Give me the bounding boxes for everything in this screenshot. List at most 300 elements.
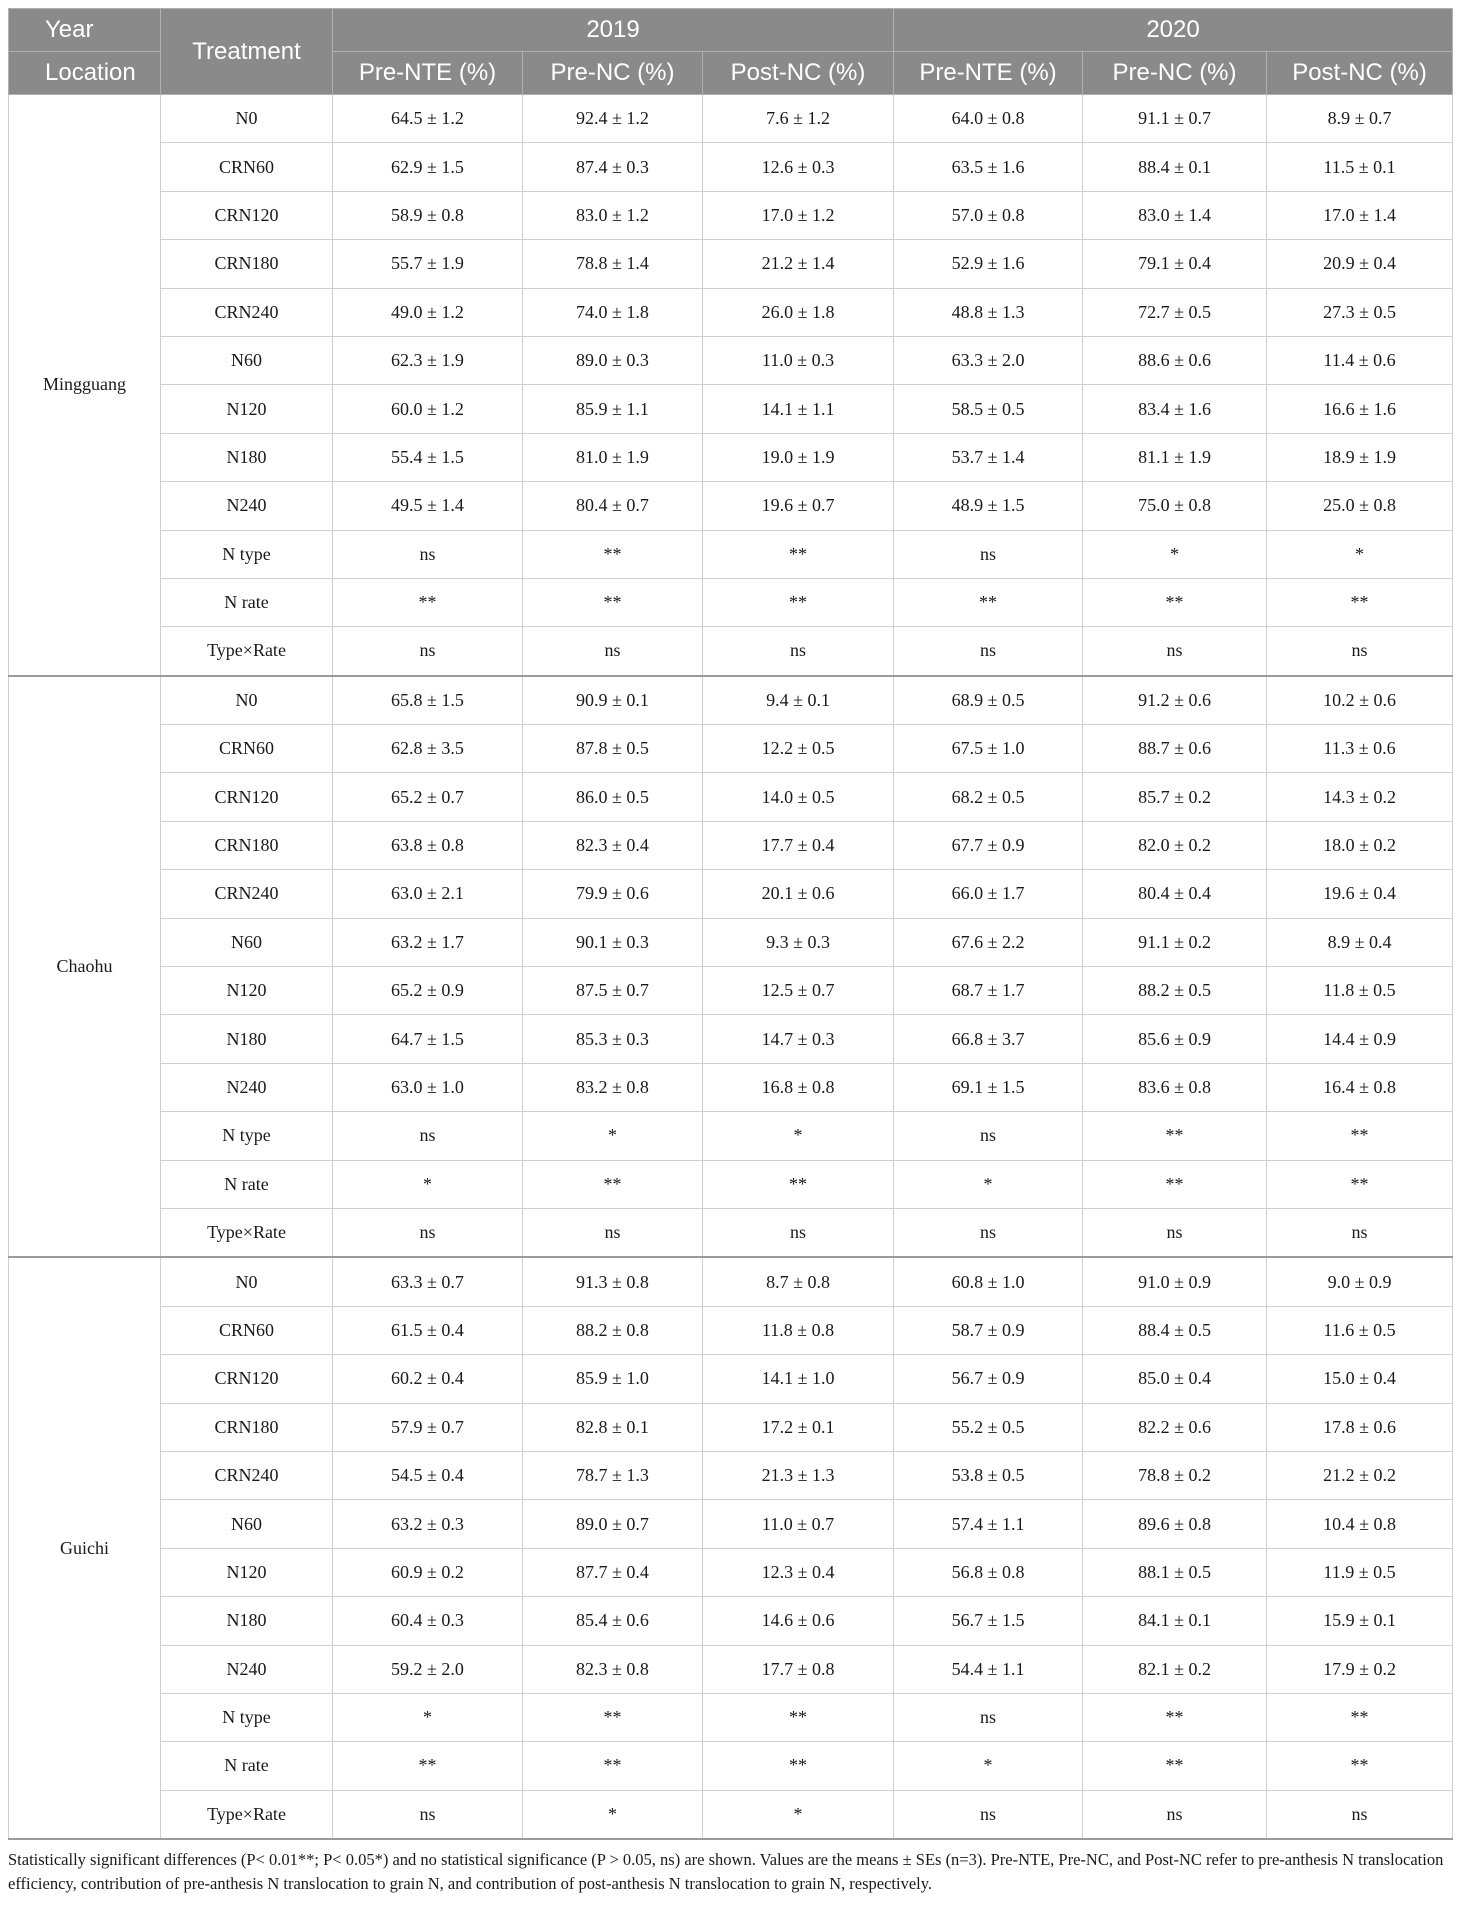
value-cell: 67.5 ± 1.0 [894, 725, 1083, 773]
value-cell: 91.1 ± 0.7 [1083, 95, 1267, 143]
value-cell: 84.1 ± 0.1 [1083, 1597, 1267, 1645]
value-cell: 11.3 ± 0.6 [1267, 725, 1453, 773]
table-row [9, 336, 1453, 384]
value-cell: 21.3 ± 1.3 [703, 1451, 894, 1499]
value-cell: 56.7 ± 0.9 [894, 1355, 1083, 1403]
value-cell: 14.0 ± 0.5 [703, 773, 894, 821]
table-row [9, 433, 1453, 481]
value-cell: 83.2 ± 0.8 [523, 1063, 703, 1111]
treatment-cell: CRN180 [161, 1403, 333, 1451]
table-header [9, 9, 1453, 95]
value-cell: 63.3 ± 0.7 [333, 1257, 523, 1306]
treatment-cell: CRN120 [161, 191, 333, 239]
value-cell: 89.0 ± 0.3 [523, 336, 703, 384]
value-cell: 91.1 ± 0.2 [1083, 918, 1267, 966]
value-cell: 17.7 ± 0.8 [703, 1645, 894, 1693]
value-cell: 9.4 ± 0.1 [703, 676, 894, 725]
value-cell: 63.2 ± 1.7 [333, 918, 523, 966]
treatment-cell: N0 [161, 1257, 333, 1306]
treatment-cell: CRN60 [161, 1306, 333, 1354]
treatment-cell: CRN240 [161, 870, 333, 918]
value-cell: 74.0 ± 1.8 [523, 288, 703, 336]
table-row [9, 1790, 1453, 1839]
value-cell: 18.0 ± 0.2 [1267, 821, 1453, 869]
value-cell: 92.4 ± 1.2 [523, 95, 703, 143]
value-cell: 89.0 ± 0.7 [523, 1500, 703, 1548]
value-cell: 72.7 ± 0.5 [1083, 288, 1267, 336]
value-cell: 26.0 ± 1.8 [703, 288, 894, 336]
value-cell: 15.0 ± 0.4 [1267, 1355, 1453, 1403]
value-cell: 60.8 ± 1.0 [894, 1257, 1083, 1306]
value-cell: 88.4 ± 0.5 [1083, 1306, 1267, 1354]
value-cell: 20.9 ± 0.4 [1267, 240, 1453, 288]
value-cell: 14.3 ± 0.2 [1267, 773, 1453, 821]
value-cell: 63.8 ± 0.8 [333, 821, 523, 869]
table-row [9, 95, 1453, 143]
table-row [9, 143, 1453, 191]
value-cell: ** [333, 1742, 523, 1790]
data-table [8, 8, 1453, 1840]
value-cell: 58.9 ± 0.8 [333, 191, 523, 239]
value-cell: 85.6 ± 0.9 [1083, 1015, 1267, 1063]
value-cell: 14.7 ± 0.3 [703, 1015, 894, 1063]
value-cell: 9.0 ± 0.9 [1267, 1257, 1453, 1306]
value-cell: 12.2 ± 0.5 [703, 725, 894, 773]
table-row [9, 1693, 1453, 1741]
value-cell: 17.8 ± 0.6 [1267, 1403, 1453, 1451]
treatment-cell: N180 [161, 1597, 333, 1645]
value-cell: 49.0 ± 1.2 [333, 288, 523, 336]
value-cell: 7.6 ± 1.2 [703, 95, 894, 143]
value-cell: 11.8 ± 0.8 [703, 1306, 894, 1354]
value-cell: 91.0 ± 0.9 [1083, 1257, 1267, 1306]
value-cell: ns [894, 1208, 1083, 1257]
value-cell: 11.4 ± 0.6 [1267, 336, 1453, 384]
value-cell: 85.0 ± 0.4 [1083, 1355, 1267, 1403]
treatment-cell: N120 [161, 1548, 333, 1596]
value-cell: 68.9 ± 0.5 [894, 676, 1083, 725]
table-row [9, 1742, 1453, 1790]
value-cell: 66.0 ± 1.7 [894, 870, 1083, 918]
value-cell: ns [894, 530, 1083, 578]
value-cell: 88.7 ± 0.6 [1083, 725, 1267, 773]
value-cell: 11.6 ± 0.5 [1267, 1306, 1453, 1354]
value-cell: 60.2 ± 0.4 [333, 1355, 523, 1403]
value-cell: 62.9 ± 1.5 [333, 143, 523, 191]
treatment-cell: N180 [161, 433, 333, 481]
table-row [9, 1403, 1453, 1451]
value-cell: 17.7 ± 0.4 [703, 821, 894, 869]
treatment-cell: N60 [161, 336, 333, 384]
value-cell: 48.9 ± 1.5 [894, 482, 1083, 530]
value-cell: ** [1083, 1742, 1267, 1790]
table-row [9, 967, 1453, 1015]
value-cell: 25.0 ± 0.8 [1267, 482, 1453, 530]
value-cell: ** [1083, 578, 1267, 626]
value-cell: 8.9 ± 0.7 [1267, 95, 1453, 143]
value-cell: ns [1083, 627, 1267, 676]
table-row [9, 1063, 1453, 1111]
value-cell: ns [333, 627, 523, 676]
value-cell: 64.0 ± 0.8 [894, 95, 1083, 143]
value-cell: 83.0 ± 1.4 [1083, 191, 1267, 239]
metric-header: Post-NC (%) [703, 52, 894, 95]
value-cell: 62.3 ± 1.9 [333, 336, 523, 384]
table-row [9, 773, 1453, 821]
value-cell: 21.2 ± 1.4 [703, 240, 894, 288]
value-cell: ns [703, 627, 894, 676]
value-cell: 64.7 ± 1.5 [333, 1015, 523, 1063]
value-cell: 12.3 ± 0.4 [703, 1548, 894, 1596]
value-cell: ns [894, 627, 1083, 676]
value-cell: 82.2 ± 0.6 [1083, 1403, 1267, 1451]
value-cell: ns [894, 1790, 1083, 1839]
treatment-cell: N120 [161, 967, 333, 1015]
value-cell: 83.6 ± 0.8 [1083, 1063, 1267, 1111]
value-cell: 11.9 ± 0.5 [1267, 1548, 1453, 1596]
value-cell: ns [333, 1208, 523, 1257]
value-cell: ** [703, 578, 894, 626]
value-cell: ** [1267, 1693, 1453, 1741]
value-cell: 54.5 ± 0.4 [333, 1451, 523, 1499]
value-cell: * [333, 1693, 523, 1741]
treatment-cell: N rate [161, 1160, 333, 1208]
value-cell: 82.1 ± 0.2 [1083, 1645, 1267, 1693]
value-cell: ns [894, 1112, 1083, 1160]
value-cell: 17.9 ± 0.2 [1267, 1645, 1453, 1693]
table-row [9, 821, 1453, 869]
value-cell: ** [703, 1742, 894, 1790]
table-row [9, 1015, 1453, 1063]
value-cell: ** [1083, 1693, 1267, 1741]
value-cell: 85.7 ± 0.2 [1083, 773, 1267, 821]
value-cell: 12.6 ± 0.3 [703, 143, 894, 191]
value-cell: 60.4 ± 0.3 [333, 1597, 523, 1645]
treatment-cell: Type×Rate [161, 1790, 333, 1839]
location-cell: Guichi [9, 1257, 161, 1839]
table-row [9, 1112, 1453, 1160]
table-row [9, 530, 1453, 578]
value-cell: 83.4 ± 1.6 [1083, 385, 1267, 433]
table-row [9, 1355, 1453, 1403]
table-body [9, 95, 1453, 1840]
value-cell: 63.5 ± 1.6 [894, 143, 1083, 191]
value-cell: * [894, 1160, 1083, 1208]
value-cell: 85.9 ± 1.0 [523, 1355, 703, 1403]
metric-header: Pre-NC (%) [1083, 52, 1267, 95]
treatment-cell: N rate [161, 578, 333, 626]
location-header: Location [9, 52, 161, 95]
table-row [9, 578, 1453, 626]
table-row [9, 627, 1453, 676]
treatment-cell: CRN120 [161, 1355, 333, 1403]
value-cell: 69.1 ± 1.5 [894, 1063, 1083, 1111]
value-cell: ns [1267, 1208, 1453, 1257]
location-cell: Chaohu [9, 676, 161, 1258]
value-cell: 57.0 ± 0.8 [894, 191, 1083, 239]
value-cell: 85.3 ± 0.3 [523, 1015, 703, 1063]
year-header: Year [9, 9, 161, 52]
value-cell: 81.0 ± 1.9 [523, 433, 703, 481]
value-cell: ns [523, 627, 703, 676]
metric-header: Pre-NTE (%) [333, 52, 523, 95]
value-cell: 82.8 ± 0.1 [523, 1403, 703, 1451]
table-row [9, 240, 1453, 288]
treatment-cell: CRN240 [161, 1451, 333, 1499]
value-cell: 17.0 ± 1.4 [1267, 191, 1453, 239]
table-row [9, 1500, 1453, 1548]
value-cell: 58.5 ± 0.5 [894, 385, 1083, 433]
value-cell: 63.0 ± 2.1 [333, 870, 523, 918]
value-cell: 80.4 ± 0.4 [1083, 870, 1267, 918]
value-cell: * [523, 1112, 703, 1160]
value-cell: ** [523, 530, 703, 578]
treatment-cell: N0 [161, 95, 333, 143]
value-cell: 68.7 ± 1.7 [894, 967, 1083, 1015]
value-cell: 14.6 ± 0.6 [703, 1597, 894, 1645]
value-cell: 67.6 ± 2.2 [894, 918, 1083, 966]
value-cell: ns [1267, 1790, 1453, 1839]
value-cell: 54.4 ± 1.1 [894, 1645, 1083, 1693]
value-cell: 49.5 ± 1.4 [333, 482, 523, 530]
value-cell: 63.0 ± 1.0 [333, 1063, 523, 1111]
value-cell: 11.0 ± 0.7 [703, 1500, 894, 1548]
value-cell: * [894, 1742, 1083, 1790]
value-cell: 88.6 ± 0.6 [1083, 336, 1267, 384]
value-cell: 90.9 ± 0.1 [523, 676, 703, 725]
treatment-cell: N240 [161, 482, 333, 530]
value-cell: ns [1083, 1208, 1267, 1257]
value-cell: 55.7 ± 1.9 [333, 240, 523, 288]
treatment-cell: N rate [161, 1742, 333, 1790]
value-cell: ** [333, 578, 523, 626]
value-cell: 64.5 ± 1.2 [333, 95, 523, 143]
value-cell: 85.9 ± 1.1 [523, 385, 703, 433]
value-cell: * [523, 1790, 703, 1839]
year-2019-header: 2019 [333, 9, 894, 52]
value-cell: 9.3 ± 0.3 [703, 918, 894, 966]
treatment-cell: N240 [161, 1645, 333, 1693]
value-cell: 82.3 ± 0.4 [523, 821, 703, 869]
value-cell: 61.5 ± 0.4 [333, 1306, 523, 1354]
metric-header: Pre-NTE (%) [894, 52, 1083, 95]
value-cell: ** [1267, 1112, 1453, 1160]
value-cell: 55.4 ± 1.5 [333, 433, 523, 481]
treatment-cell: N60 [161, 918, 333, 966]
value-cell: ** [703, 530, 894, 578]
value-cell: 88.2 ± 0.8 [523, 1306, 703, 1354]
value-cell: ** [1267, 1160, 1453, 1208]
value-cell: ** [1083, 1112, 1267, 1160]
value-cell: ** [703, 1693, 894, 1741]
value-cell: ** [523, 1693, 703, 1741]
value-cell: 81.1 ± 1.9 [1083, 433, 1267, 481]
value-cell: 59.2 ± 2.0 [333, 1645, 523, 1693]
value-cell: 82.3 ± 0.8 [523, 1645, 703, 1693]
location-cell: Mingguang [9, 95, 161, 676]
table-row [9, 1645, 1453, 1693]
table-row [9, 1208, 1453, 1257]
table-row [9, 1257, 1453, 1306]
value-cell: 16.6 ± 1.6 [1267, 385, 1453, 433]
table-row [9, 918, 1453, 966]
treatment-cell: CRN240 [161, 288, 333, 336]
value-cell: 56.7 ± 1.5 [894, 1597, 1083, 1645]
value-cell: 17.2 ± 0.1 [703, 1403, 894, 1451]
value-cell: 10.2 ± 0.6 [1267, 676, 1453, 725]
value-cell: 62.8 ± 3.5 [333, 725, 523, 773]
treatment-header: Treatment [161, 9, 333, 95]
value-cell: 79.1 ± 0.4 [1083, 240, 1267, 288]
value-cell: 66.8 ± 3.7 [894, 1015, 1083, 1063]
footnote: Statistically significant differences (P< 0.01**; P< 0.05*) and no statistical significance (P > 0.05, ns) are shown. Values are the means ± SEs (n=3). Pre-NTE, Pre-NC, and Post-NC refer to pre-anthesis N translocation efficiency, contribution of pre-anthesis N translocation to grain N, and contribution of post-anthesis N translocation to grain N, respectively. [8, 1850, 1444, 1894]
value-cell: 14.1 ± 1.1 [703, 385, 894, 433]
table-row [9, 870, 1453, 918]
treatment-cell: CRN180 [161, 821, 333, 869]
value-cell: ** [1267, 1742, 1453, 1790]
value-cell: 88.4 ± 0.1 [1083, 143, 1267, 191]
value-cell: 91.3 ± 0.8 [523, 1257, 703, 1306]
value-cell: ** [1267, 578, 1453, 626]
value-cell: * [333, 1160, 523, 1208]
value-cell: 68.2 ± 0.5 [894, 773, 1083, 821]
treatment-cell: N240 [161, 1063, 333, 1111]
value-cell: 78.8 ± 1.4 [523, 240, 703, 288]
table-row [9, 1160, 1453, 1208]
value-cell: ** [894, 578, 1083, 626]
table-row [9, 1451, 1453, 1499]
value-cell: * [703, 1790, 894, 1839]
value-cell: 60.0 ± 1.2 [333, 385, 523, 433]
treatment-cell: N180 [161, 1015, 333, 1063]
value-cell: 89.6 ± 0.8 [1083, 1500, 1267, 1548]
value-cell: 52.9 ± 1.6 [894, 240, 1083, 288]
treatment-cell: N type [161, 1112, 333, 1160]
value-cell: ** [703, 1160, 894, 1208]
value-cell: 19.0 ± 1.9 [703, 433, 894, 481]
value-cell: ns [1267, 627, 1453, 676]
table-row [9, 1597, 1453, 1645]
value-cell: ns [703, 1208, 894, 1257]
value-cell: 65.2 ± 0.7 [333, 773, 523, 821]
value-cell: 16.4 ± 0.8 [1267, 1063, 1453, 1111]
table-row [9, 288, 1453, 336]
value-cell: 88.2 ± 0.5 [1083, 967, 1267, 1015]
table-row [9, 385, 1453, 433]
value-cell: 91.2 ± 0.6 [1083, 676, 1267, 725]
value-cell: ns [894, 1693, 1083, 1741]
value-cell: 56.8 ± 0.8 [894, 1548, 1083, 1596]
value-cell: 78.7 ± 1.3 [523, 1451, 703, 1499]
value-cell: ns [333, 1790, 523, 1839]
value-cell: * [1083, 530, 1267, 578]
value-cell: 79.9 ± 0.6 [523, 870, 703, 918]
treatment-cell: CRN60 [161, 143, 333, 191]
value-cell: * [703, 1112, 894, 1160]
value-cell: 63.2 ± 0.3 [333, 1500, 523, 1548]
value-cell: 21.2 ± 0.2 [1267, 1451, 1453, 1499]
treatment-cell: N0 [161, 676, 333, 725]
value-cell: 80.4 ± 0.7 [523, 482, 703, 530]
value-cell: 8.7 ± 0.8 [703, 1257, 894, 1306]
table-container [8, 8, 1452, 1896]
value-cell: * [1267, 530, 1453, 578]
value-cell: 87.7 ± 0.4 [523, 1548, 703, 1596]
metric-header: Post-NC (%) [1267, 52, 1453, 95]
value-cell: ** [523, 1160, 703, 1208]
treatment-cell: N type [161, 1693, 333, 1741]
value-cell: 11.8 ± 0.5 [1267, 967, 1453, 1015]
value-cell: 87.4 ± 0.3 [523, 143, 703, 191]
value-cell: 65.8 ± 1.5 [333, 676, 523, 725]
value-cell: 11.0 ± 0.3 [703, 336, 894, 384]
value-cell: 57.9 ± 0.7 [333, 1403, 523, 1451]
table-row [9, 1548, 1453, 1596]
value-cell: 48.8 ± 1.3 [894, 288, 1083, 336]
value-cell: ns [523, 1208, 703, 1257]
value-cell: ** [523, 1742, 703, 1790]
metric-header: Pre-NC (%) [523, 52, 703, 95]
value-cell: 63.3 ± 2.0 [894, 336, 1083, 384]
value-cell: ns [333, 530, 523, 578]
treatment-cell: CRN120 [161, 773, 333, 821]
treatment-cell: CRN60 [161, 725, 333, 773]
value-cell: 86.0 ± 0.5 [523, 773, 703, 821]
table-row [9, 191, 1453, 239]
value-cell: 90.1 ± 0.3 [523, 918, 703, 966]
value-cell: 19.6 ± 0.7 [703, 482, 894, 530]
value-cell: 15.9 ± 0.1 [1267, 1597, 1453, 1645]
value-cell: 10.4 ± 0.8 [1267, 1500, 1453, 1548]
value-cell: ** [1083, 1160, 1267, 1208]
value-cell: 17.0 ± 1.2 [703, 191, 894, 239]
value-cell: 8.9 ± 0.4 [1267, 918, 1453, 966]
value-cell: 87.8 ± 0.5 [523, 725, 703, 773]
treatment-cell: Type×Rate [161, 627, 333, 676]
value-cell: 88.1 ± 0.5 [1083, 1548, 1267, 1596]
treatment-cell: N60 [161, 1500, 333, 1548]
value-cell: 78.8 ± 0.2 [1083, 1451, 1267, 1499]
value-cell: 65.2 ± 0.9 [333, 967, 523, 1015]
value-cell: 53.7 ± 1.4 [894, 433, 1083, 481]
value-cell: 18.9 ± 1.9 [1267, 433, 1453, 481]
value-cell: 82.0 ± 0.2 [1083, 821, 1267, 869]
value-cell: 87.5 ± 0.7 [523, 967, 703, 1015]
treatment-cell: CRN180 [161, 240, 333, 288]
value-cell: ns [1083, 1790, 1267, 1839]
table-row [9, 676, 1453, 725]
value-cell: 85.4 ± 0.6 [523, 1597, 703, 1645]
year-2020-header: 2020 [894, 9, 1453, 52]
value-cell: 60.9 ± 0.2 [333, 1548, 523, 1596]
value-cell: 75.0 ± 0.8 [1083, 482, 1267, 530]
value-cell: 14.1 ± 1.0 [703, 1355, 894, 1403]
table-row [9, 482, 1453, 530]
value-cell: 57.4 ± 1.1 [894, 1500, 1083, 1548]
value-cell: 20.1 ± 0.6 [703, 870, 894, 918]
value-cell: 11.5 ± 0.1 [1267, 143, 1453, 191]
value-cell: 83.0 ± 1.2 [523, 191, 703, 239]
treatment-cell: N120 [161, 385, 333, 433]
value-cell: 27.3 ± 0.5 [1267, 288, 1453, 336]
value-cell: 14.4 ± 0.9 [1267, 1015, 1453, 1063]
value-cell: 58.7 ± 0.9 [894, 1306, 1083, 1354]
value-cell: 53.8 ± 0.5 [894, 1451, 1083, 1499]
table-row [9, 1306, 1453, 1354]
value-cell: 19.6 ± 0.4 [1267, 870, 1453, 918]
value-cell: ** [523, 578, 703, 626]
treatment-cell: N type [161, 530, 333, 578]
